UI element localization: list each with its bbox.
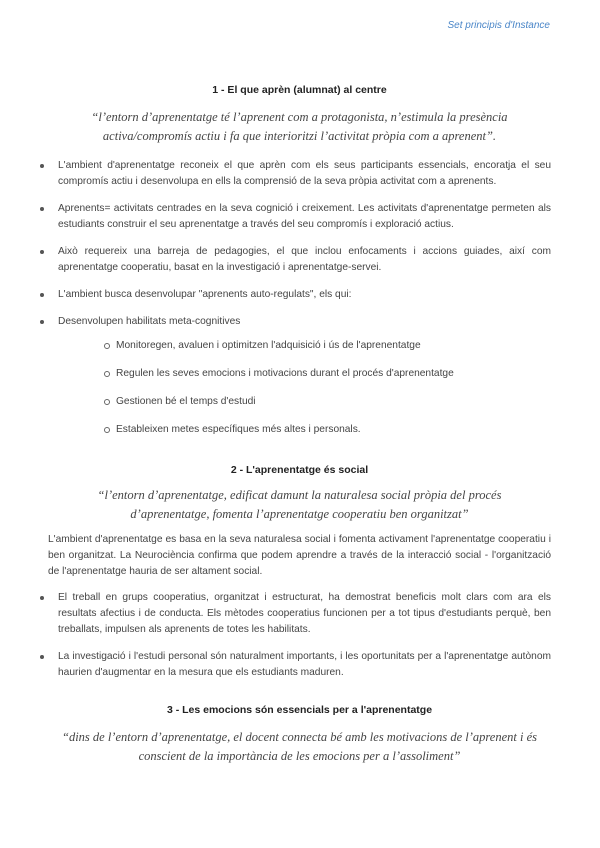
circle-bullet-icon bbox=[104, 343, 110, 349]
quote-line: conscient de la importància de les emocions per a l’assoliment” bbox=[138, 749, 461, 763]
section-3 bbox=[48, 704, 551, 766]
bullet-item: La investigació i l'estudi personal són naturalment importants, i les oportunitats per a l'aprenentatge autònom haurien d'augmentar en la mesura que els estudiants maduren. bbox=[48, 649, 551, 681]
bullet-icon bbox=[40, 596, 44, 600]
section-2 bbox=[48, 464, 551, 681]
quote-line: d’aprenentatge, fomenta l’aprenentatge cooperatiu ben organitzat” bbox=[130, 507, 469, 521]
bullet-item: El treball en grups cooperatius, organitzat i estructurat, ha demostrat beneficis molt clars com ara els resultats afectius i de conducta. Els mètodes cooperatius funcionen per a tot tipus d'estudiants perquè, ben treballats, impulsen als aprenents de totes les habilitats. bbox=[48, 590, 551, 638]
bullet-icon bbox=[40, 250, 44, 254]
circle-bullet-icon bbox=[104, 399, 110, 405]
section-3-title: 3 - Les emocions són essencials per a l'aprenentatge bbox=[166, 704, 433, 716]
quote-line: “l’entorn d’aprenentatge, edificat damunt la naturalesa social pròpia del procés bbox=[97, 488, 502, 502]
header-link[interactable]: Set principis d'Instance bbox=[447, 20, 550, 31]
bullet-icon bbox=[40, 655, 44, 659]
section-spacer bbox=[48, 692, 551, 704]
section-spacer bbox=[48, 450, 551, 464]
sub-bullet-item: Regulen les seves emocions i motivacions durant el procés d'aprenentatge bbox=[104, 366, 551, 382]
quote-line: “l’entorn d’aprenentatge té l’aprenent com a protagonista, n’estimula la presència bbox=[91, 110, 508, 124]
section-2-bullets bbox=[48, 590, 551, 681]
bullet-item: L'ambient busca desenvolupar "aprenents auto-regulats", els qui: bbox=[48, 287, 551, 303]
section-3-quote bbox=[48, 728, 551, 766]
document-body bbox=[48, 84, 551, 778]
section-1-sub-bullets bbox=[48, 338, 551, 438]
bullet-item: L'ambient d'aprenentatge reconeix el que aprèn com els seus participants essencials, encoratja el seu compromís actiu i desenvolupa en ells la comprensió de la seva pròpia activitat com a aprenents. bbox=[48, 158, 551, 190]
section-1-title: 1 - El que aprèn (alumnat) al centre bbox=[212, 84, 387, 96]
bullet-icon bbox=[40, 207, 44, 211]
quote-line: activa/compromís actiu i fa que interioritzi l’activitat pròpia com a aprenent”. bbox=[102, 129, 497, 143]
quote-line: “dins de l’entorn d’aprenentatge, el docent connecta bé amb les motivacions de l’aprenent i és bbox=[62, 730, 537, 744]
section-2-title: 2 - L'aprenentatge és social bbox=[230, 464, 369, 476]
section-1-quote bbox=[48, 108, 551, 146]
bullet-icon bbox=[40, 164, 44, 168]
section-1-bullets bbox=[48, 158, 551, 330]
bullet-item: Això requereix una barreja de pedagogies, el que inclou enfocaments i accions guiades, així com aprenentatge cooperatiu, basat en la investigació i aprenentatge-servei. bbox=[48, 244, 551, 276]
section-1 bbox=[48, 84, 551, 438]
sub-bullet-item: Gestionen bé el temps d'estudi bbox=[104, 394, 551, 410]
bullet-icon bbox=[40, 320, 44, 324]
bullet-item: Desenvolupen habilitats meta-cognitives bbox=[48, 314, 551, 330]
sub-bullet-item: Estableixen metes específiques més altes i personals. bbox=[104, 422, 551, 438]
section-2-paragraph: L'ambient d'aprenentatge es basa en la seva naturalesa social i fomenta activament l'aprenentatge cooperatiu i ben organitzat. La Neurociència confirma que podem aprendre a través de la interacció social - l'organització de l'aprenentatge hauria de ser altament social. bbox=[48, 534, 551, 577]
section-2-quote bbox=[48, 486, 551, 524]
bullet-item: Aprenents= activitats centrades en la seva cognició i creixement. Les activitats d'aprenentatge permeten als estudiants construir el seu aprenentatge a través del seu compromís i exploració actius. bbox=[48, 201, 551, 233]
circle-bullet-icon bbox=[104, 427, 110, 433]
bullet-icon bbox=[40, 293, 44, 297]
circle-bullet-icon bbox=[104, 371, 110, 377]
sub-bullet-item: Monitoregen, avaluen i optimitzen l'adquisició i ús de l'aprenentatge bbox=[104, 338, 551, 354]
